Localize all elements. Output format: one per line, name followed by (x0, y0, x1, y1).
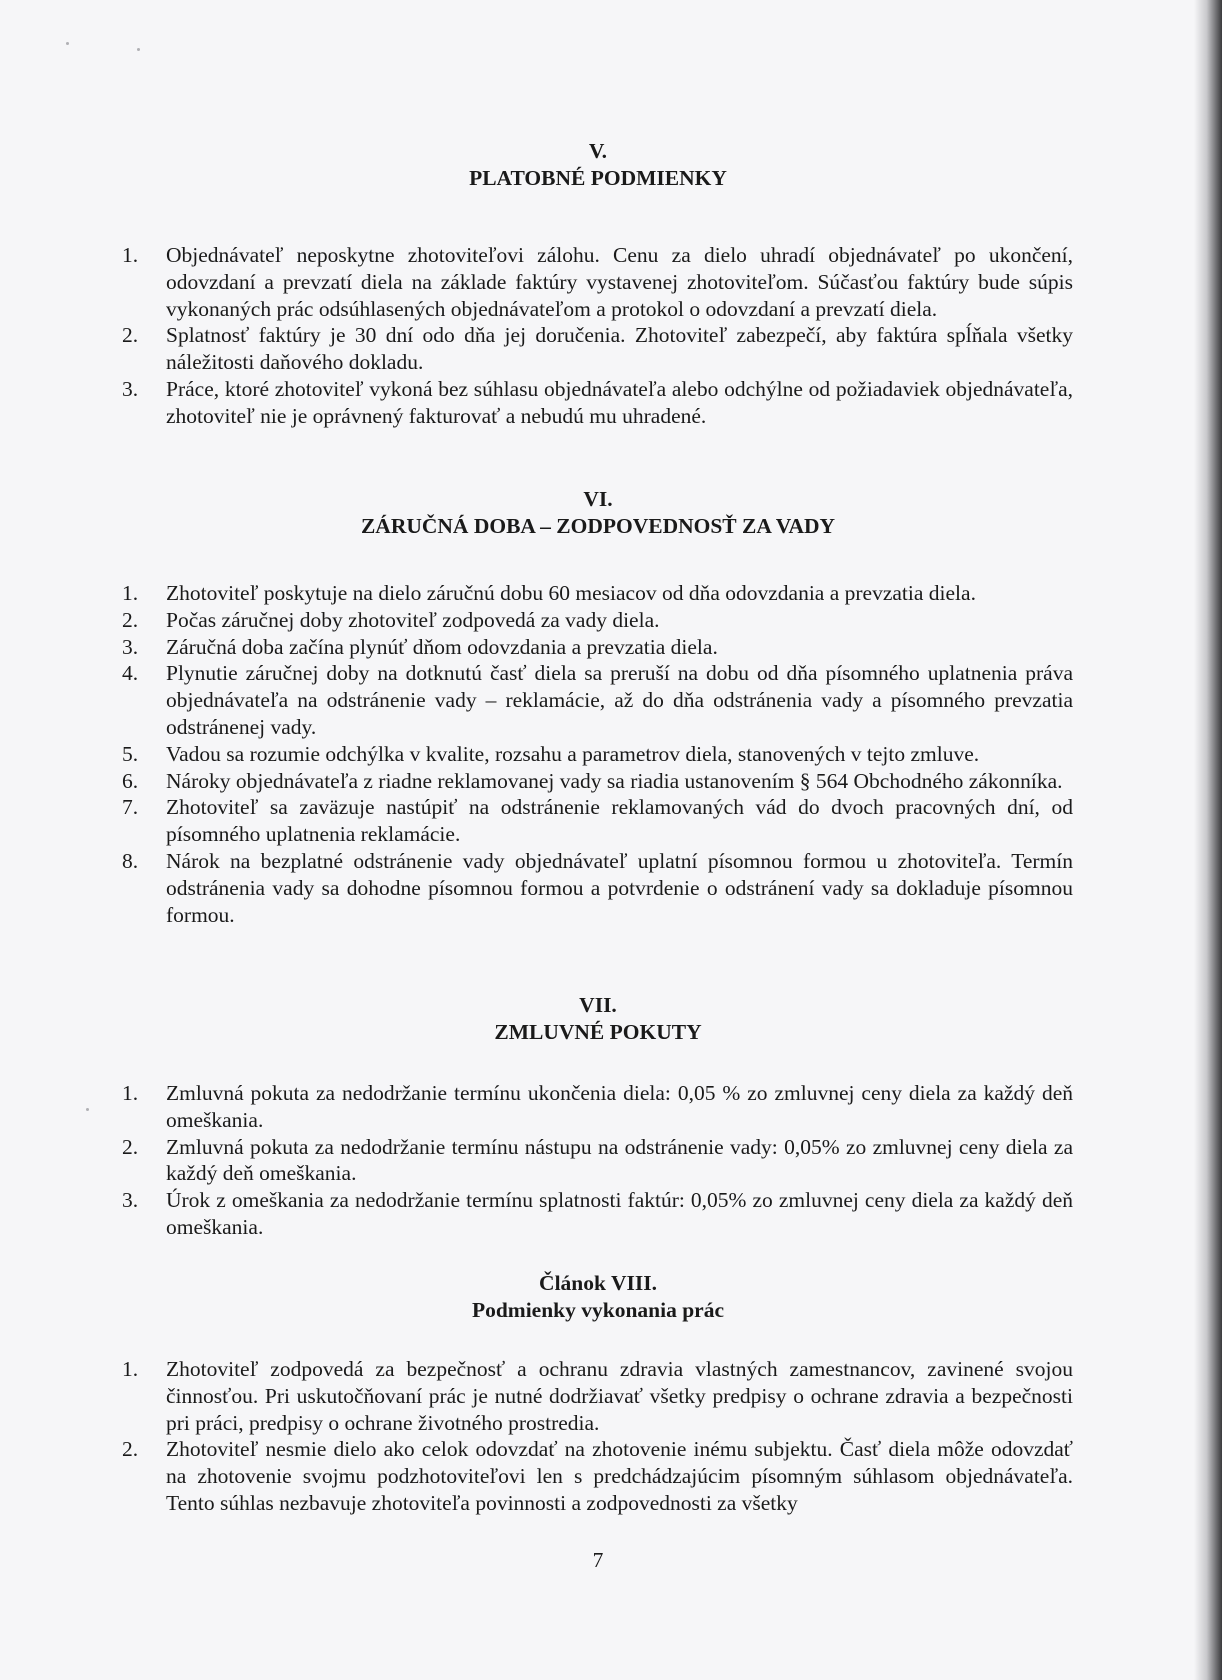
section-heading (0, 1270, 1196, 1324)
item-number: 8. (122, 848, 139, 873)
scan-speck (86, 1108, 89, 1111)
item-number: 3. (122, 1188, 139, 1213)
item-text: Zmluvná pokuta za nedodržanie termínu nástupu na odstránenie vady: 0,05% zo zmluvnej ceny diela za každý deň omeškania. (166, 1134, 1073, 1186)
section-list (118, 580, 1073, 928)
list-item (118, 1356, 1073, 1436)
item-number: 7. (122, 795, 139, 820)
item-number: 4. (122, 661, 139, 686)
item-text: Počas záručnej doby zhotoviteľ zodpovedá za vady diela. (166, 607, 660, 632)
section-list (118, 1080, 1073, 1241)
item-number: 1. (122, 1081, 139, 1105)
list-item (118, 634, 1073, 661)
list-item (118, 794, 1073, 848)
item-text: Práce, ktoré zhotoviteľ vykoná bez súhlasu objednávateľa alebo odchýlne od požiadaviek objednávateľa, zhotoviteľ nie je oprávnený fakturovať a nebudú mu uhradené. (166, 376, 1073, 428)
item-text: Nároky objednávateľa z riadne reklamovanej vady sa riadia ustanovením § 564 Obchodného zákonníka. (166, 768, 1063, 793)
section-number: VII. (579, 993, 617, 1017)
item-text: Záručná doba začína plynúť dňom odovzdania a prevzatia diela. (166, 634, 718, 659)
item-text: Plynutie záručnej doby na dotknutú časť diela sa preruší na dobu od dňa písomného uplatnenia práva objednávateľa na odstránenie vady – reklamácie, až do dňa odstránenia vady a písomného prevzatia odstránenej vady. (166, 661, 1073, 739)
section-list (118, 1356, 1073, 1517)
section-title: PLATOBNÉ PODMIENKY (469, 166, 727, 190)
item-text: Úrok z omeškania za nedodržanie termínu splatnosti faktúr: 0,05% zo zmluvnej ceny diela za každý deň omeškania. (166, 1188, 1073, 1239)
scan-speck (137, 48, 140, 51)
list-item (118, 580, 1073, 607)
section-list (118, 242, 1073, 430)
item-text: Vadou sa rozumie odchýlka v kvalite, rozsahu a parametrov diela, stanovených v tejto zmluve. (166, 741, 980, 766)
list-item (118, 322, 1073, 376)
section-title: Podmienky vykonania prác (471, 1298, 725, 1322)
list-item (118, 848, 1073, 928)
item-text: Splatnosť faktúry je 30 dní odo dňa jej doručenia. Zhotoviteľ zabezpečí, aby faktúra spĺňala všetky náležitosti daňového dokladu. (166, 323, 1073, 375)
item-text: Zhotoviteľ poskytuje na dielo záručnú dobu 60 mesiacov od dňa odovzdania a prevzatia diela. (166, 581, 976, 605)
scan-edge (1194, 0, 1222, 1680)
item-number: 5. (122, 741, 139, 766)
section-number: VI. (583, 487, 613, 511)
item-text: Zhotoviteľ sa zaväzuje nastúpiť na odstránenie reklamovaných vád do dvoch pracovných dní, od písomného uplatnenia reklamácie. (166, 795, 1073, 847)
item-number: 3. (122, 376, 139, 401)
item-number: 2. (122, 607, 139, 632)
item-number: 2. (122, 1437, 139, 1462)
list-item (118, 660, 1073, 740)
page-number: 7 (592, 1548, 604, 1572)
section-number: Článok VIII. (539, 1271, 657, 1295)
list-item (118, 1187, 1073, 1241)
item-number: 2. (122, 323, 139, 348)
section-title: ZÁRUČNÁ DOBA – ZODPOVEDNOSŤ ZA VADY (360, 514, 836, 538)
item-number: 6. (122, 768, 139, 793)
section-heading (0, 138, 1196, 192)
list-item (118, 741, 1073, 768)
list-item (118, 1134, 1073, 1188)
item-number: 1. (122, 581, 139, 605)
list-item (118, 242, 1073, 322)
section-heading (0, 486, 1196, 540)
item-text: Zmluvná pokuta za nedodržanie termínu ukončenia diela: 0,05 % zo zmluvnej ceny diela za každý deň omeškania. (166, 1081, 1073, 1132)
item-number: 1. (122, 243, 139, 267)
list-item (118, 1436, 1073, 1516)
scan-speck (66, 42, 69, 45)
item-text: Zhotoviteľ zodpovedá za bezpečnosť a ochranu zdravia vlastných zamestnancov, zavinené svojou činnosťou. Pri uskutočňovaní prác je nutné dodržiavať všetky predpisy o ochrane zdravia a bezpečnosti pri práci, predpisy o ochrane životného prostredia. (166, 1357, 1073, 1435)
item-text: Objednávateľ neposkytne zhotoviteľovi zálohu. Cenu za dielo uhradí objednávateľ po ukončení, odovzdaní a prevzatí diela na základe faktúry vystavenej zhotoviteľom. Súčasťou faktúry bude súpis vykonaných prác odsúhlasených objednávateľom a protokol o odovzdaní a prevzatí diela. (166, 243, 1073, 321)
section-heading (0, 992, 1196, 1046)
item-text: Zhotoviteľ nesmie dielo ako celok odovzdať na zhotovenie inému subjektu. Časť diela môže odovzdať na zhotovenie svojmu podzhotoviteľovi len s predchádzajúcim písomným súhlasom objednávateľa. Tento súhlas nezbavuje zhotoviteľa povinnosti a zodpovednosti za všetky (166, 1437, 1073, 1515)
list-item (118, 768, 1073, 795)
section-title: ZMLUVNÉ POKUTY (494, 1020, 702, 1044)
item-number: 1. (122, 1357, 139, 1381)
section-number: V. (588, 139, 608, 163)
list-item (118, 1080, 1073, 1134)
item-number: 3. (122, 634, 139, 659)
item-number: 2. (122, 1134, 139, 1159)
item-text: Nárok na bezplatné odstránenie vady objednávateľ uplatní písomnou formou u zhotoviteľa. Termín odstránenia vady sa dohodne písomnou formou a potvrdenie o odstránení vady sa dokladuje písomnou formou. (166, 848, 1073, 927)
list-item (118, 376, 1073, 430)
list-item (118, 607, 1073, 634)
